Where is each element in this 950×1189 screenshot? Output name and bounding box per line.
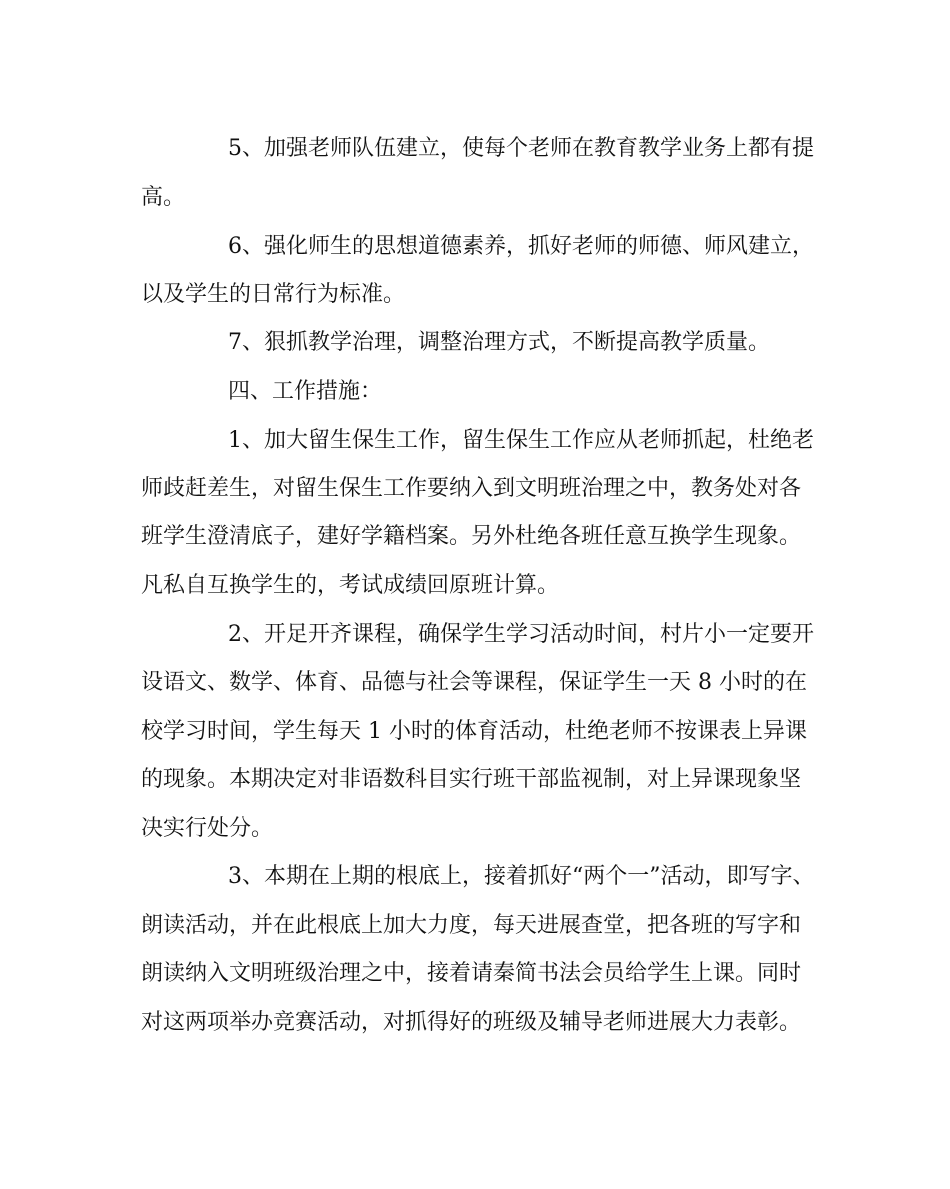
measure-1-line-2: 师歧赶差生，对留生保生工作要纳入到文明班治理之中，教务处对各 [141,476,802,501]
measure-2-line-2: 设语文、数学、体育、品德与社会等课程，保证学生一天 8 小时的在 [141,670,807,695]
measure-3-line-1: 3、本期在上期的根底上，接着抓好“两个一”活动，即写字、 [228,864,815,889]
paragraph-5-line-1: 5、加强老师队伍建立，使每个老师在教育教学业务上都有提 [228,136,814,161]
section-heading-work-measures: 四、工作措施： [228,379,383,404]
measure-1-line-3: 班学生澄清底子，建好学籍档案。另外杜绝各班任意互换学生现象。 [141,524,802,549]
paragraph-5-line-2: 高。 [141,185,186,210]
measure-2-line-3: 校学习时间，学生每天 1 小时的体育活动，杜绝老师不按课表上异课 [141,719,807,744]
paragraph-6-line-1: 6、强化师生的思想道德素养，抓好老师的师德、师风建立， [228,234,814,259]
paragraph-6-line-2: 以及学生的日常行为标准。 [141,282,406,307]
measure-2-line-5: 决实行处分。 [141,816,274,841]
measure-3-line-2: 朗读活动，并在此根底上加大力度，每天进展查堂，把各班的写字和 [141,913,802,938]
paragraph-7-line-1: 7、狠抓教学治理，调整治理方式，不断提高教学质量。 [228,330,770,355]
measure-3-line-3: 朗读纳入文明班级治理之中，接着请秦简书法会员给学生上课。同时 [141,961,802,986]
measure-3-line-4: 对这两项举办竞赛活动，对抓得好的班级及辅导老师进展大力表彰。 [141,1010,802,1035]
measure-2-line-4: 的现象。本期决定对非语数科目实行班干部监视制，对上异课现象坚 [141,767,802,792]
measure-2-line-1: 2、开足开齐课程，确保学生学习活动时间，村片小一定要开 [228,622,814,647]
measure-1-line-1: 1、加大留生保生工作，留生保生工作应从老师抓起，杜绝老 [228,428,814,453]
measure-1-line-4: 凡私自互换学生的，考试成绩回原班计算。 [141,573,560,598]
